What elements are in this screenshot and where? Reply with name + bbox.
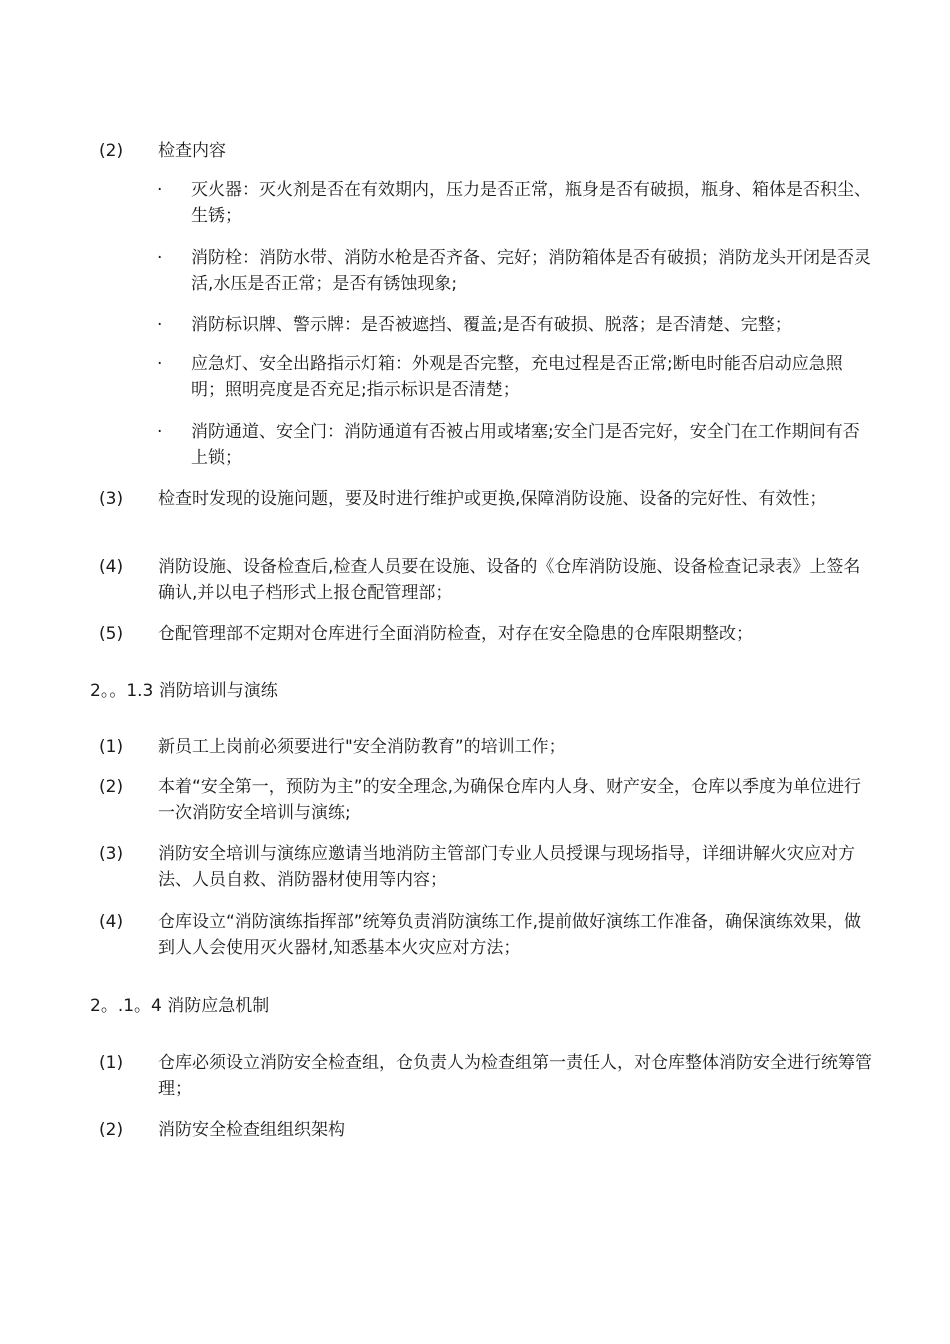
section-heading-emergency: 2。.1。4 消防应急机制: [90, 996, 270, 1016]
item-text: 仓库设立“消防演练指挥部”统筹负责消防演练工作,提前做好演练工作准备，确保演练效果，做到人人会使用灭火器材,知悉基本火灾应对方法；: [158, 912, 862, 958]
item-text: 仓配管理部不定期对仓库进行全面消防检查，对存在安全隐患的仓库限期整改；: [158, 624, 753, 644]
bullet-text: 应急灯、安全出路指示灯箱：外观是否完整，充电过程是否正常;断电时能否启动应急照明；照明亮度是否充足;指示标识是否清楚；: [191, 354, 843, 400]
item-number: (1): [99, 1053, 124, 1073]
item-number: (2): [99, 141, 124, 161]
bullet-dot-icon: ·: [157, 354, 163, 374]
item-number: (5): [99, 624, 124, 644]
item-number: (2): [99, 1120, 124, 1140]
item-text: 消防安全培训与演练应邀请当地消防主管部门专业人员授课与现场指导，详细讲解火灾应对方法、人员自救、消防器材使用等内容；: [158, 844, 855, 890]
item-text: 消防安全检查组组织架构: [158, 1120, 345, 1140]
bullet-dot-icon: ·: [157, 315, 163, 335]
bullet-text: 消防栓：消防水带、消防水枪是否齐备、完好；消防箱体是否有破损；消防龙头开闭是否灵活,水压是否正常；是否有锈蚀现象;: [191, 248, 871, 294]
item-text: 消防设施、设备检查后,检查人员要在设施、设备的《仓库消防设施、设备检查记录表》上签名确认,并以电子档形式上报仓配管理部；: [158, 557, 861, 603]
item-number: (4): [99, 912, 124, 932]
bullet-dot-icon: ·: [157, 422, 163, 442]
item-number: (3): [99, 489, 124, 509]
item-text: 新员工上岗前必须要进行"安全消防教育”的培训工作；: [158, 737, 566, 757]
bullet-dot-icon: ·: [157, 180, 163, 200]
item-text: 本着“安全第一，预防为主”的安全理念,为确保仓库内人身、财产安全，仓库以季度为单位进行一次消防安全培训与演练;: [158, 777, 862, 823]
bullet-text: 消防标识牌、警示牌：是否被遮挡、覆盖;是否有破损、脱落；是否清楚、完整；: [191, 315, 792, 335]
item-text: 检查内容: [158, 141, 226, 161]
item-text: 仓库必须设立消防安全检查组，仓负责人为检查组第一责任人，对仓库整体消防安全进行统筹管理；: [158, 1053, 872, 1099]
bullet-text: 灭火器：灭火剂是否在有效期内，压力是否正常，瓶身是否有破损，瓶身、箱体是否积尘、生锈；: [191, 180, 871, 226]
item-number: (3): [99, 844, 124, 864]
item-number: (1): [99, 737, 124, 757]
section-heading-training: 2。。1.3 消防培训与演练: [90, 681, 278, 701]
bullet-dot-icon: ·: [157, 248, 163, 268]
item-text: 检查时发现的设施问题，要及时进行维护或更换,保障消防设施、设备的完好性、有效性；: [158, 489, 827, 509]
item-number: (4): [99, 557, 124, 577]
item-number: (2): [99, 777, 124, 797]
bullet-text: 消防通道、安全门：消防通道有否被占用或堵塞;安全门是否完好，安全门在工作期间有否上锁；: [191, 422, 860, 468]
